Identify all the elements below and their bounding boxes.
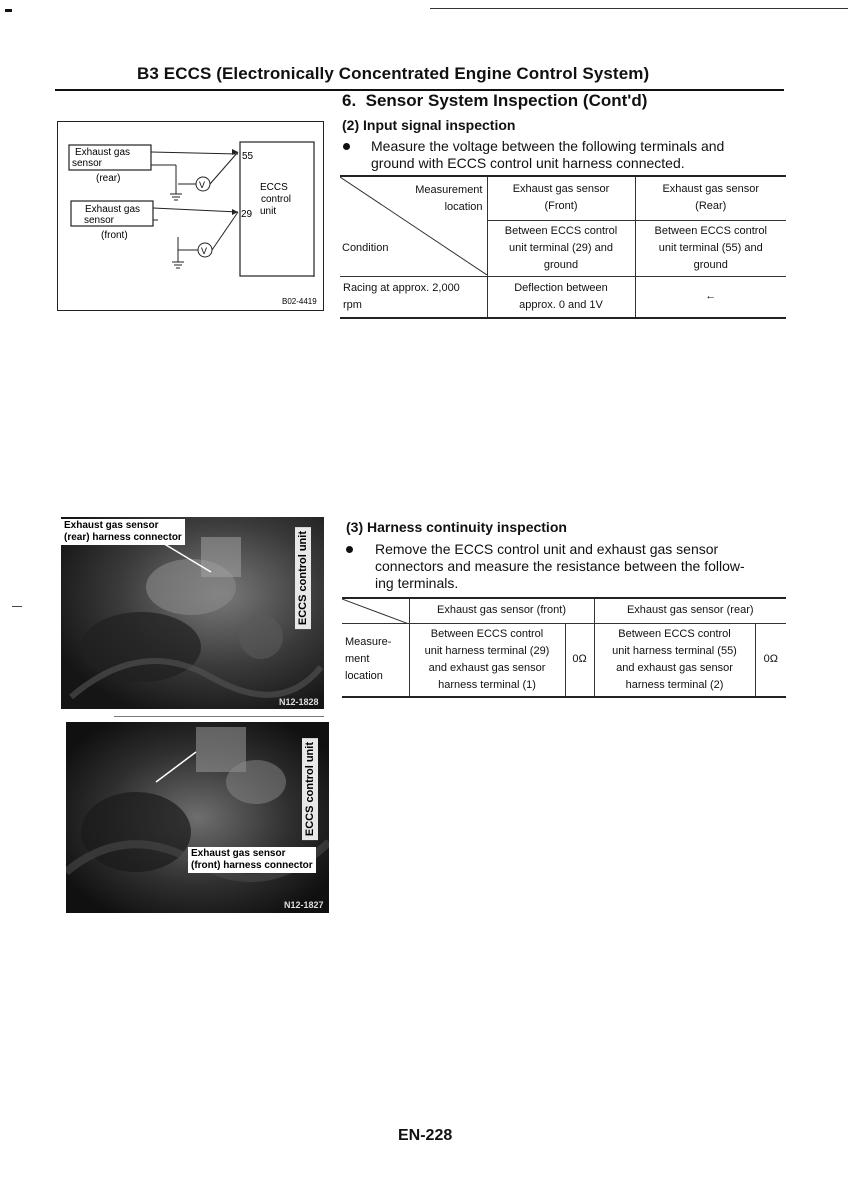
diagonal-divider — [342, 599, 409, 624]
instruction-line: connectors and measure the resistance between the follow- — [375, 558, 745, 574]
cell-line: Between ECCS control — [654, 224, 767, 237]
column-header-front — [487, 176, 635, 220]
instruction-line: Measure the voltage between the following terminals and — [371, 138, 725, 154]
cell-line: unit terminal (55) and — [658, 241, 763, 254]
front-resistance-cell: 0Ω — [565, 623, 594, 697]
cell-line: Measure- — [345, 636, 392, 649]
input-signal-title: (2) Input signal inspection — [342, 117, 516, 133]
cell-line: Racing at approx. 2,000 — [343, 281, 460, 294]
photo2-code: N12-1827 — [284, 900, 324, 910]
same-as-left-arrow-icon: ← — [705, 290, 717, 303]
table-row — [340, 176, 786, 220]
rear-sensor-label-2: sensor — [72, 158, 103, 169]
row-label-cell — [342, 623, 409, 697]
cell-line: Deflection between — [514, 281, 608, 294]
bullet-icon — [346, 546, 353, 553]
unit-label-3: unit — [260, 206, 277, 217]
terminal-55: 55 — [242, 151, 254, 162]
location-front-cell — [487, 220, 635, 276]
cell-line: location — [345, 670, 383, 683]
bullet-icon — [343, 143, 350, 150]
harness-title: (3) Harness continuity inspection — [346, 519, 567, 535]
cell-line: Between ECCS control — [430, 627, 544, 640]
cell-line: Between ECCS control — [504, 224, 618, 237]
front-tag: (front) — [101, 230, 128, 241]
photo-texture — [61, 517, 324, 709]
cell-line: approx. 0 and 1V — [519, 298, 603, 311]
section-title: 6. Sensor System Inspection (Cont'd) — [342, 91, 648, 110]
photo2-callout — [188, 847, 316, 873]
header-line: Exhaust gas sensor — [512, 183, 610, 196]
margin-mark — [12, 606, 22, 607]
cell-line: unit harness terminal (29) — [424, 644, 550, 657]
condition-cell — [340, 276, 487, 318]
rear-location-cell — [594, 623, 755, 697]
cell-line: ground — [693, 258, 728, 271]
front-meter-symbol: V — [201, 246, 208, 256]
rear-tag: (rear) — [96, 173, 121, 184]
cell-line: ment — [345, 653, 370, 666]
cell-line: ground — [543, 258, 579, 271]
corner-top-line: location — [444, 201, 483, 213]
value-rear-cell — [635, 276, 786, 318]
cell-line: harness terminal (2) — [625, 678, 724, 691]
table-corner-cell — [340, 176, 487, 276]
diagram-code: B02-4419 — [282, 297, 317, 306]
unit-label-2: control — [261, 194, 292, 205]
photo-texture — [66, 722, 329, 913]
header-line: Exhaust gas sensor — [662, 183, 760, 196]
callout-line: (rear) harness connector — [64, 532, 182, 543]
front-sensor-label-1: Exhaust gas — [85, 204, 141, 215]
table-row — [342, 598, 786, 623]
wiring-diagram-svg — [58, 122, 323, 310]
location-rear-cell — [635, 220, 786, 276]
cell-line: unit harness terminal (55) — [612, 644, 737, 657]
table-corner-cell — [342, 598, 409, 623]
column-header-rear — [635, 176, 786, 220]
page-number: EN-228 — [398, 1127, 453, 1144]
value-front-cell — [487, 276, 635, 318]
corner-top-line: Measurement — [415, 184, 483, 196]
header-line: (Rear) — [695, 200, 727, 213]
harness-instruction — [375, 541, 795, 592]
terminal-29: 29 — [241, 209, 253, 220]
instruction-line: ing terminals. — [375, 575, 459, 591]
rear-meter-symbol: V — [199, 180, 206, 190]
rear-sensor-label-1: Exhaust gas — [75, 147, 131, 158]
corner-top-label — [415, 182, 482, 216]
page-header-title: B3 ECCS (Electronically Concentrated Engine Control System) — [137, 64, 650, 83]
front-connector-photo — [66, 722, 329, 913]
front-location-cell — [409, 623, 565, 697]
cell-line: and exhaust gas sensor — [428, 661, 546, 674]
instruction-line: Remove the ECCS control unit and exhaust gas sensor — [375, 541, 719, 557]
wiring-diagram — [57, 121, 324, 311]
photo1-unit-label: ECCS control unit — [295, 527, 311, 629]
callout-line: (front) harness connector — [191, 860, 313, 871]
callout-line: Exhaust gas sensor — [191, 848, 286, 859]
table-row — [342, 623, 786, 697]
header-line: (Front) — [544, 200, 578, 213]
input-signal-instruction — [371, 138, 791, 172]
photo-divider — [114, 716, 324, 717]
cell-line: Between ECCS control — [618, 627, 731, 640]
cell-line: unit terminal (29) and — [509, 241, 613, 254]
instruction-line: ground with ECCS control unit harness connected. — [371, 155, 685, 171]
harness-table — [342, 597, 786, 698]
front-sensor-label-2: sensor — [84, 215, 115, 226]
table-row — [340, 276, 786, 318]
cell-line: harness terminal (1) — [438, 678, 536, 691]
unit-label-1: ECCS — [260, 182, 288, 193]
top-rule — [430, 8, 848, 9]
corner-bottom-label: Condition — [342, 242, 389, 254]
column-header-front: Exhaust gas sensor (front) — [409, 598, 594, 623]
photo2-unit-label: ECCS control unit — [302, 738, 318, 840]
column-header-rear: Exhaust gas sensor (rear) — [594, 598, 786, 623]
rear-resistance-cell: 0Ω — [755, 623, 786, 697]
cell-line: rpm — [343, 298, 362, 311]
corner-mark — [5, 9, 12, 12]
photo1-callout — [61, 519, 185, 545]
callout-line: Exhaust gas sensor — [64, 520, 159, 531]
photo1-code: N12-1828 — [279, 697, 319, 707]
input-signal-table — [340, 175, 786, 319]
rear-connector-photo — [61, 517, 324, 709]
cell-line: and exhaust gas sensor — [616, 661, 733, 674]
